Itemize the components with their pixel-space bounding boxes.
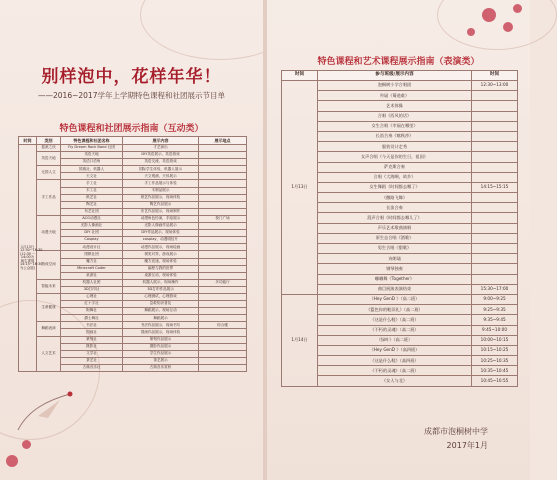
program-cell: 萨克斯合奏 [318, 162, 472, 172]
program-cell: 女声合唱《今天是你的生日，祖国》 [318, 152, 472, 162]
club-name-cell: 国画社 [61, 329, 123, 336]
location-cell [199, 336, 247, 343]
table-row [282, 182, 518, 192]
performance-table [281, 70, 518, 387]
location-cell [199, 308, 247, 315]
table-header: 时间 [19, 137, 37, 145]
table-row [282, 81, 518, 91]
table-row [282, 91, 518, 101]
time-slot-cell [472, 101, 518, 111]
location-cell [199, 201, 247, 208]
category-cell: 舞蹈表演 [37, 322, 61, 336]
location-cell [199, 208, 247, 215]
table-row [282, 162, 518, 172]
right-page [267, 0, 530, 480]
program-cell: 嘟嘟舞《Together》 [318, 274, 472, 284]
table-row [19, 279, 247, 286]
program-cell: 长笛合奏《喀秋莎》 [318, 131, 472, 141]
date-cell: 1月13日 [282, 81, 318, 295]
content-cell: 棋类对弈，游戏展示 [123, 251, 199, 258]
table-row [282, 244, 518, 254]
category-cell: 无国人文 [37, 166, 61, 180]
club-name-cell: 光影人像画社 [61, 223, 123, 230]
content-cell: 天文观测，天体展示 [123, 173, 199, 180]
club-name-cell: 心理社 [61, 293, 123, 300]
location-cell [199, 244, 247, 251]
location-cell [199, 173, 247, 180]
time-slot-cell [472, 213, 518, 223]
club-name-cell: Minecraft Coder [61, 265, 123, 272]
table-header: 展示内容 [123, 137, 199, 145]
club-name-cell: 红十字社 [61, 301, 123, 308]
location-cell [199, 286, 247, 293]
program-cell: 《这是什么鞋》（高二班） [318, 315, 472, 325]
content-cell: 魔方竞速，现场体验 [123, 258, 199, 265]
location-cell [199, 357, 247, 364]
program-cell: 合唱《西风的话》 [318, 111, 472, 121]
program-cell: 《这是什么鞋》（高四班） [318, 356, 472, 366]
time-slot-cell [472, 172, 518, 182]
content-cell: 茶艺展示 [123, 357, 199, 364]
table-row [282, 121, 518, 131]
time-slot-cell [472, 162, 518, 172]
location-cell [199, 223, 247, 230]
table-row [282, 213, 518, 223]
club-name-cell: 爵士舞社 [61, 315, 123, 322]
time-slot-cell: 10:00~10:15 [472, 335, 518, 345]
table-row [282, 152, 518, 162]
location-cell [199, 251, 247, 258]
club-name-cell: 书法社 [61, 322, 123, 329]
table-row [282, 274, 518, 284]
plum-blossom [6, 455, 18, 467]
content-cell: 动漫角色扮演，手绘展示 [123, 215, 199, 222]
category-cell: 手工作品 [37, 180, 61, 215]
content-cell: 机器人展示，现场操作 [123, 279, 199, 286]
table-row [282, 284, 518, 294]
table-header: 时间 [282, 71, 318, 81]
table-row [282, 193, 518, 203]
table-row [282, 131, 518, 141]
table-row [282, 325, 518, 335]
content-cell: 手工作品展示与体验 [123, 180, 199, 187]
table-row [282, 254, 518, 264]
time-slot-cell [472, 274, 518, 284]
program-cell: 《篮色你的鞋旧礼》（高二班） [318, 305, 472, 315]
club-name-cell: 摄影社 [61, 343, 123, 350]
time-slot-cell: 10:45~10:55 [472, 376, 518, 386]
table-row [19, 293, 247, 300]
category-cell: 智能未来 [37, 279, 61, 293]
time-slot-cell [472, 203, 518, 213]
table-row [19, 180, 247, 187]
content-cell: 舞蹈展示，现场互动 [123, 308, 199, 315]
table-row [19, 166, 247, 173]
time-slot-cell: 10:25~10:35 [472, 356, 518, 366]
club-name-cell: 纸艺社 [61, 194, 123, 201]
time-slot-cell: 14:15~15:15 [472, 182, 518, 192]
table-row [282, 111, 518, 121]
content-cell: 急救知识普及 [123, 301, 199, 308]
plum-blossom [482, 8, 496, 22]
program-cell: 诗朗诵 [318, 254, 472, 264]
content-cell: 篆刻作品展示 [123, 336, 199, 343]
category-cell: 游戏空间 [37, 251, 61, 279]
program-cell: 合唱《大海啊，故乡》 [318, 172, 472, 182]
time-slot-cell [472, 254, 518, 264]
content-cell: 英语交流、英语游戏 [123, 159, 199, 166]
content-cell: 桌游互动，现场体验 [123, 272, 199, 279]
club-name-cell: Fly Dream Rock Band 社团 [61, 145, 123, 152]
club-name-cell: 街舞社 [61, 308, 123, 315]
club-name-cell: 3D打印社 [61, 286, 123, 293]
program-cell: 混声合唱《时间都去哪儿了》 [318, 213, 472, 223]
club-name-cell: DIY 社团 [61, 230, 123, 237]
time-slot-cell: 12:30~13:00 [472, 81, 518, 91]
club-name-cell: ACG动漫社 [61, 215, 123, 222]
location-cell: 多功能厅 [199, 279, 247, 286]
location-cell [199, 301, 247, 308]
location-cell [199, 187, 247, 194]
location-cell [199, 258, 247, 265]
location-cell [199, 159, 247, 166]
time-slot-cell: 10:35~10:45 [472, 366, 518, 376]
content-cell: 摄影作品展示 [123, 343, 199, 350]
section-title-interactive: 特色课程和社团展示指南（互动类） [59, 124, 204, 134]
location-cell [199, 230, 247, 237]
table-row [282, 223, 518, 233]
time-slot-cell: 9:00~9:25 [472, 294, 518, 304]
section-title-performance: 特色课程和艺术课程展示指南（表演类） [317, 57, 480, 67]
program-cell: 《Hey GenD 》（高四班） [318, 345, 472, 355]
table-row [282, 101, 518, 111]
table-row [282, 335, 518, 345]
table-row [19, 145, 247, 152]
location-cell: 校门广场 [199, 215, 247, 222]
club-name-cell: 茶艺社 [61, 357, 123, 364]
club-name-cell: 围棋社团 [61, 251, 123, 258]
table-row [282, 294, 518, 304]
location-cell [199, 152, 247, 159]
table-row [282, 233, 518, 243]
program-cell: 服装设计走秀 [318, 142, 472, 152]
program-cell: 曲目展演表演结束 [318, 284, 472, 294]
table-header: 时间 [472, 71, 518, 81]
time-slot-cell [472, 131, 518, 141]
club-name-cell: 陶艺社 [61, 201, 123, 208]
content-cell: 书法作品展示，现场书写 [123, 322, 199, 329]
content-cell: DIY英语展示，英语游戏 [123, 152, 199, 159]
program-cell: 男生合唱《甜歌》 [318, 244, 472, 254]
interactive-table [18, 136, 247, 372]
decor-swirl [437, 0, 557, 50]
page-subtitle: ——2016~2017学年上学期特色课程和社团展示节目单 [38, 91, 225, 100]
location-cell [199, 293, 247, 300]
program-cell: 钢琴独奏 [318, 264, 472, 274]
location-cell [199, 194, 247, 201]
table-header: 展示地点 [199, 137, 247, 145]
club-name-cell: 英语口语角 [61, 159, 123, 166]
content-cell: 光影人像画作品展示 [123, 223, 199, 230]
time-slot-cell [472, 233, 518, 243]
program-cell: 泡桐树小学合唱团 [318, 81, 472, 91]
club-name-cell: 动漫设计社 [61, 244, 123, 251]
table-row [282, 264, 518, 274]
club-name-cell: 英语天地 [61, 152, 123, 159]
table-row [282, 203, 518, 213]
program-cell: 女生舞蹈《时间都去哪了》 [318, 182, 472, 192]
content-cell: 布艺作品展示，现场制作 [123, 208, 199, 215]
table-row [19, 322, 247, 329]
time-slot-cell [472, 193, 518, 203]
club-name-cell: 文学社 [61, 350, 123, 357]
time-slot-cell [472, 244, 518, 254]
time-slot-cell: 15:30~17:00 [472, 284, 518, 294]
table-row [282, 356, 518, 366]
table-row [282, 376, 518, 386]
program-cell: 声乐艺术歌曲演唱 [318, 223, 472, 233]
table-header: 特色课程和社团名称 [61, 137, 123, 145]
content-cell: 编程与我的世界 [123, 265, 199, 272]
content-cell: 木制品展示 [123, 187, 199, 194]
club-name-cell: 手工社 [61, 180, 123, 187]
program-cell: 《不朽的灵魂》（高二班） [318, 366, 472, 376]
time-slot-cell: 9:35~9:45 [472, 315, 518, 325]
location-cell: 综合楼 [199, 322, 247, 329]
publish-date: 2017年1月 [446, 441, 488, 450]
club-name-cell: 天文社 [61, 173, 123, 180]
time-slot-cell [472, 152, 518, 162]
time-slot-cell: 9:45~10:00 [472, 325, 518, 335]
program-cell: 原生态合唱《酒歌》 [318, 233, 472, 243]
plum-blossom [467, 28, 475, 36]
category-cell: 生命健康 [37, 293, 61, 321]
plum-blossom [22, 440, 31, 449]
content-cell: 动漫作品展示，现场绘画 [123, 244, 199, 251]
location-cell [199, 364, 247, 371]
time-slot-cell [472, 111, 518, 121]
content-cell: 学生作品展示 [123, 350, 199, 357]
program-cell: 艺术体操 [318, 101, 472, 111]
location-cell [199, 343, 247, 350]
date-cell: 1月14日 [282, 294, 318, 386]
time-slot-cell: 9:25~9:35 [472, 305, 518, 315]
content-cell: 陶艺作品展示 [123, 201, 199, 208]
club-name-cell: 机器人社团 [61, 279, 123, 286]
table-row [282, 172, 518, 182]
content-cell: 舞蹈展示 [123, 315, 199, 322]
location-cell [199, 350, 247, 357]
page-title: 别样泡中，花样年华！ [41, 67, 222, 87]
program-cell: 女生合唱《幸福在哪里》 [318, 121, 472, 131]
category-cell: 动漫天地 [37, 215, 61, 250]
location-cell [199, 237, 247, 244]
program-cell: 《撒路飞舞》 [318, 193, 472, 203]
club-name-cell: 桌游社 [61, 272, 123, 279]
plum-blossom [513, 4, 522, 13]
club-name-cell: 布艺社团 [61, 208, 123, 215]
content-cell: 国画作品展示，现场体验 [123, 329, 199, 336]
time-slot-cell: 10:15~10:25 [472, 345, 518, 355]
left-page [0, 0, 263, 480]
club-name-cell: 国旗社，机器人 [61, 166, 123, 173]
time-slot-cell [472, 121, 518, 131]
program-cell: 《女人与北》 [318, 376, 472, 386]
table-row [282, 305, 518, 315]
location-cell [199, 315, 247, 322]
club-name-cell: 木工社 [61, 187, 123, 194]
program-cell: 长笛合奏 [318, 203, 472, 213]
time-cell: 1月13日 12:30~16:30 (12:30 ~ 14:00为师生观展 14:15~16:30为公众展) [19, 145, 37, 372]
table-header: 类别 [37, 137, 61, 145]
club-name-cell: Cosplay [61, 237, 123, 244]
time-slot-cell [472, 142, 518, 152]
location-cell [199, 166, 247, 173]
plum-blossom [503, 22, 513, 32]
program-cell: 《Hey GenD 》（高二班） [318, 294, 472, 304]
table-row [282, 345, 518, 355]
location-cell [199, 272, 247, 279]
location-cell [199, 145, 247, 152]
club-name-cell: 古典音乐社 [61, 364, 123, 371]
table-row [282, 315, 518, 325]
program-cell: 《绿叶》（高二班） [318, 335, 472, 345]
category-cell: 摇滚之伙 [37, 145, 61, 152]
school-name: 成都市泡桐树中学 [424, 427, 488, 436]
location-cell [199, 265, 247, 272]
club-name-cell: 篆刻社 [61, 336, 123, 343]
location-cell [199, 180, 247, 187]
table-row [19, 152, 247, 159]
content-cell: 心理测试，心理游戏 [123, 293, 199, 300]
location-cell [199, 329, 247, 336]
time-slot-cell [472, 223, 518, 233]
content-cell: cosplay，动漫明信片 [123, 237, 199, 244]
content-cell: 才艺演出 [123, 145, 199, 152]
content-cell: 纸艺作品展示，现场体验 [123, 194, 199, 201]
program-cell: 《不朽的灵魂》（高二班） [318, 325, 472, 335]
table-row [19, 215, 247, 222]
content-cell: DIY作品展示，现场体验 [123, 230, 199, 237]
table-header: 参与班级/展示内容 [318, 71, 472, 81]
category-cell: 人文艺术 [37, 336, 61, 371]
club-name-cell: 魔方社 [61, 258, 123, 265]
table-row [282, 142, 518, 152]
time-slot-cell [472, 264, 518, 274]
content-cell: 古典音乐赏析 [123, 364, 199, 371]
content-cell: 3D打印作品展示 [123, 286, 199, 293]
table-row [19, 336, 247, 343]
table-row [282, 366, 518, 376]
table-row [19, 251, 247, 258]
time-slot-cell [472, 91, 518, 101]
program-cell: 吟诵《蜀道难》 [318, 91, 472, 101]
crane-illustration [8, 370, 78, 440]
category-cell: 英语天地 [37, 152, 61, 166]
content-cell: 国际学生体验，机器人展示 [123, 166, 199, 173]
